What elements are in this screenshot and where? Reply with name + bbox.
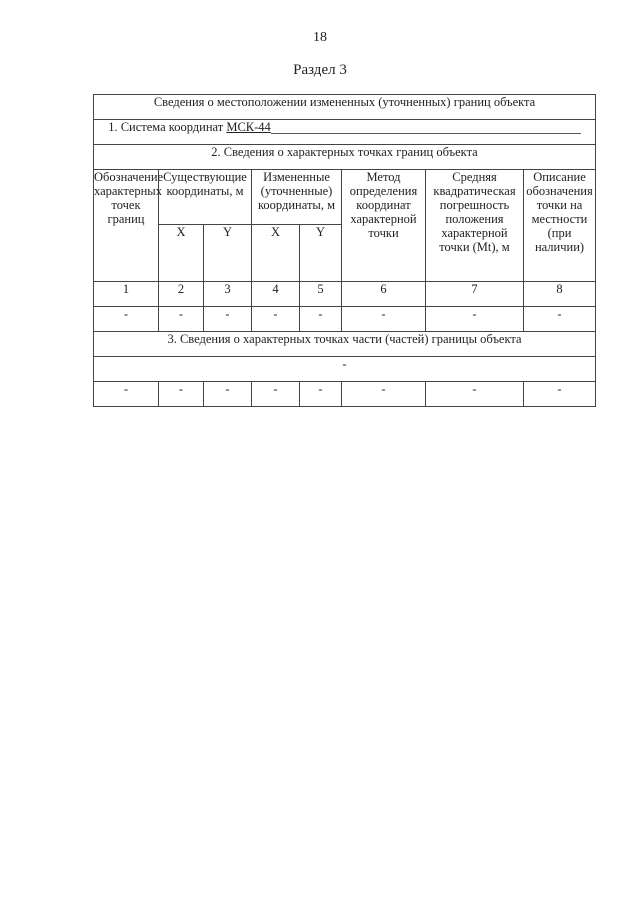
column-number: 6: [342, 282, 426, 307]
column-number: 3: [204, 282, 252, 307]
table-cell: -: [342, 382, 426, 407]
table-cell: -: [252, 382, 300, 407]
table-cell: -: [426, 307, 524, 332]
table-cell: -: [204, 307, 252, 332]
table-row: [94, 382, 596, 407]
column-number: 8: [524, 282, 596, 307]
table-cell: -: [426, 382, 524, 407]
column-numbers-row: [94, 282, 596, 307]
table-cell: -: [524, 307, 596, 332]
column-number: 7: [426, 282, 524, 307]
subheader-changed-x: X: [252, 225, 300, 282]
table-cell: -: [94, 382, 159, 407]
subheader-existing-x: X: [159, 225, 204, 282]
table-title: Сведения о местоположении измененных (уточненных) границ объекта: [94, 95, 596, 120]
header-method: Метод определения координат характерной точки: [342, 170, 426, 282]
table-cell: -: [342, 307, 426, 332]
points-title: 2. Сведения о характерных точках границ объекта: [94, 145, 596, 170]
header-designation: Обозначение характерных точек границ: [94, 170, 159, 282]
coord-system-value: МСК-44: [226, 120, 271, 134]
table-cell: -: [300, 307, 342, 332]
table-cell: -: [159, 382, 204, 407]
coord-underline: [271, 132, 581, 134]
table-cell: -: [252, 307, 300, 332]
column-number: 2: [159, 282, 204, 307]
table-cell: -: [300, 382, 342, 407]
section-title: Раздел 3: [293, 62, 347, 78]
page-number: 18: [313, 30, 327, 45]
column-number: 1: [94, 282, 159, 307]
part-points-title: 3. Сведения о характерных точках части (частей) границы объекта: [94, 332, 596, 357]
column-number: 4: [252, 282, 300, 307]
table-cell: -: [524, 382, 596, 407]
header-changed-coords: Измененные (уточненные) координаты, м: [252, 170, 342, 225]
coord-system-row: [94, 120, 596, 145]
column-number: 5: [300, 282, 342, 307]
table-cell: -: [159, 307, 204, 332]
header-existing-coords: Существующие координаты, м: [159, 170, 252, 225]
subheader-existing-y: Y: [204, 225, 252, 282]
boundary-table: [93, 94, 596, 407]
table-cell: -: [94, 307, 159, 332]
header-accuracy: Средняя квадратическая погрешность положения характерной точки (Mt), м: [426, 170, 524, 282]
part-empty-cell: -: [94, 357, 596, 382]
coord-system-label: 1. Система координат: [108, 120, 224, 134]
subheader-changed-y: Y: [300, 225, 342, 282]
table-cell: -: [204, 382, 252, 407]
table-row: [94, 307, 596, 332]
header-description: Описание обозначения точки на местности (при наличии): [524, 170, 596, 282]
